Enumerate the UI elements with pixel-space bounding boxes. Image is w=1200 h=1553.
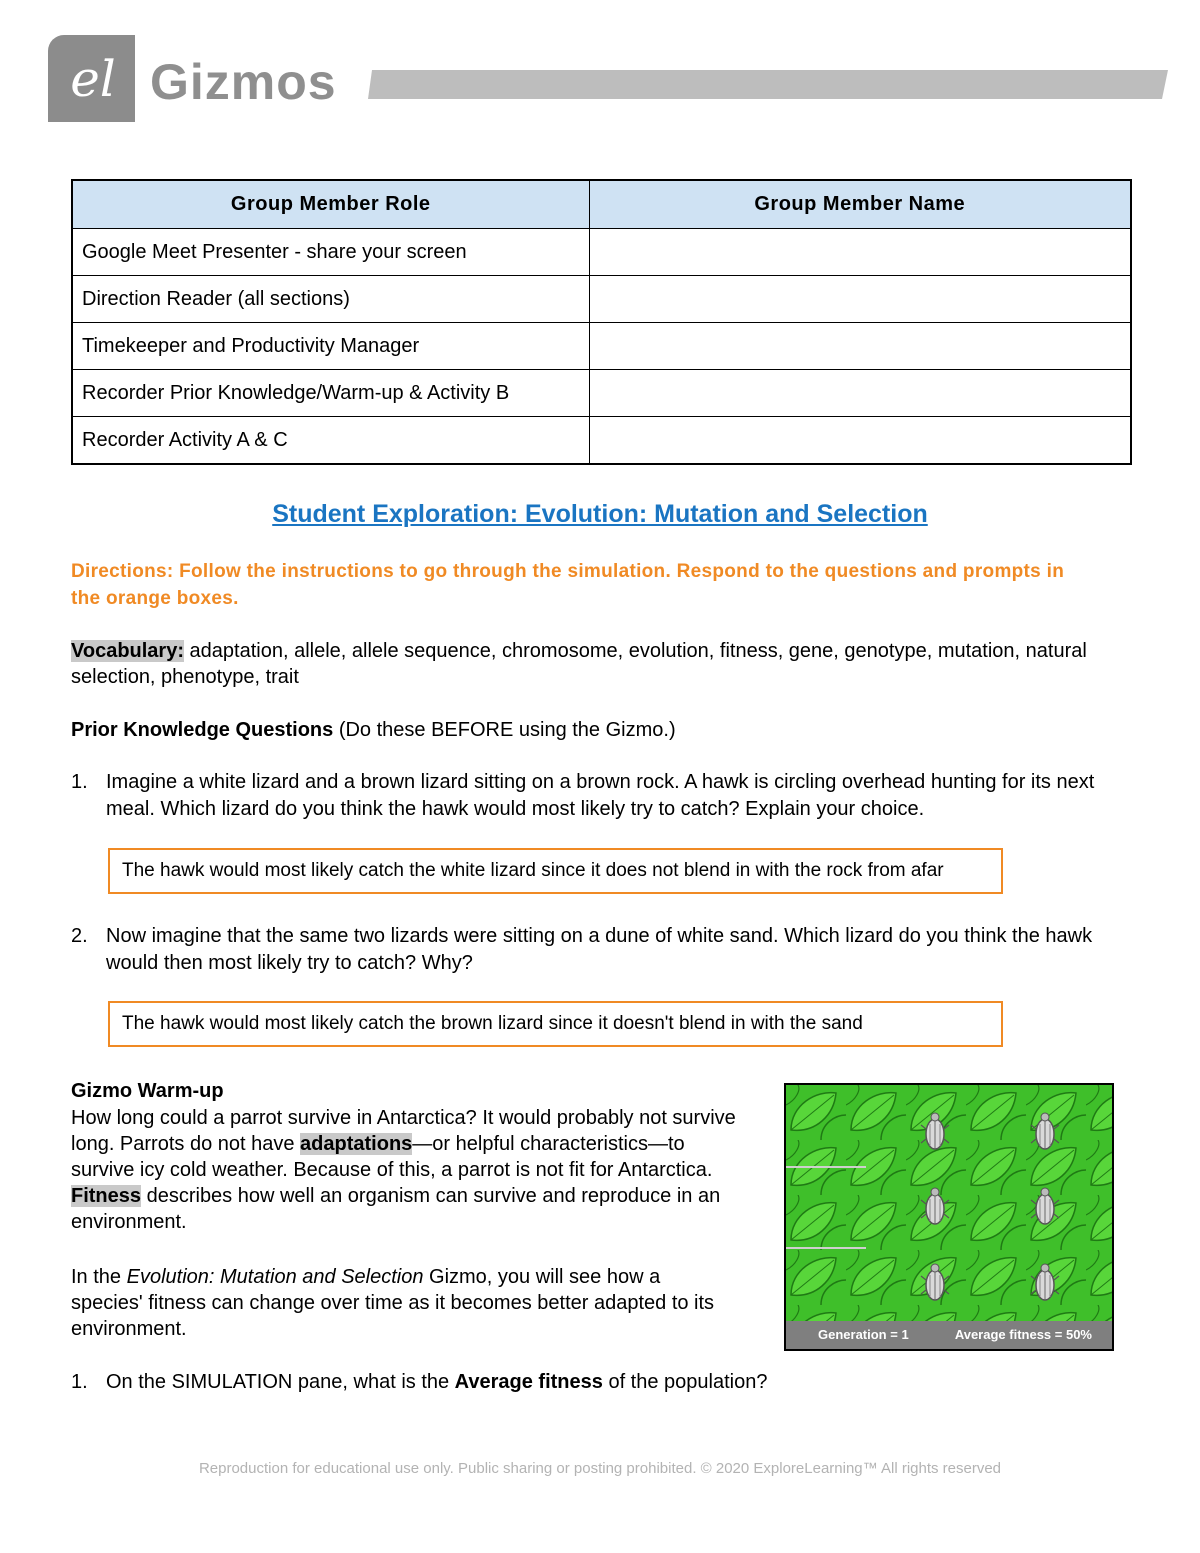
table-row bbox=[72, 370, 1131, 417]
directions-text: Directions: Follow the instructions to go through the simulation. Respond to the questions and prompts in the orange boxes. bbox=[71, 561, 1065, 609]
name-cell[interactable] bbox=[589, 323, 1131, 370]
answer-box[interactable]: The hawk would most likely catch the brown lizard since it doesn't blend in with the sand bbox=[108, 1001, 1003, 1047]
leaf-background bbox=[786, 1085, 1112, 1321]
column-header-role: Group Member Role bbox=[72, 180, 589, 229]
question-text bbox=[106, 1369, 767, 1396]
warmup-heading: Gizmo Warm-up bbox=[71, 1080, 224, 1102]
role-cell: Timekeeper and Productivity Manager bbox=[72, 323, 589, 370]
gizmo-simulation-image bbox=[784, 1083, 1114, 1351]
prior-knowledge-note: (Do these BEFORE using the Gizmo.) bbox=[333, 719, 676, 741]
intro-text: In the bbox=[71, 1266, 127, 1288]
term-average-fitness: Average fitness bbox=[454, 1371, 603, 1393]
warmup-paragraph bbox=[71, 1105, 741, 1235]
table-row bbox=[72, 229, 1131, 276]
header-bar bbox=[368, 70, 1168, 99]
question-number: 2. bbox=[71, 925, 88, 947]
gizmo-intro-paragraph bbox=[71, 1264, 731, 1342]
role-cell: Google Meet Presenter - share your screen bbox=[72, 229, 589, 276]
term-adaptations: adaptations bbox=[300, 1133, 413, 1155]
prior-knowledge-label: Prior Knowledge Questions bbox=[71, 719, 334, 741]
question-number: 1. bbox=[71, 771, 88, 793]
brand-name: Gizmos bbox=[150, 54, 337, 110]
role-cell: Recorder Activity A & C bbox=[72, 417, 589, 465]
question-part: of the population? bbox=[602, 1371, 768, 1393]
warmup-text: How long could a parrot survive in Antarctica? It would probably not survive long. Parrots do not have bbox=[71, 1107, 736, 1155]
table-row bbox=[72, 323, 1131, 370]
average-fitness-readout: Average fitness = 50% bbox=[954, 1327, 1092, 1342]
table-row bbox=[72, 417, 1131, 465]
vocabulary-label: Vocabulary: bbox=[71, 640, 184, 662]
group-roles-table bbox=[71, 179, 1132, 465]
warmup-text: describes how well an organism can survive and reproduce in an environment. bbox=[71, 1185, 721, 1233]
term-fitness: Fitness bbox=[71, 1185, 142, 1207]
answer-box[interactable]: The hawk would most likely catch the white lizard since it does not blend in with the rock from afar bbox=[108, 848, 1003, 894]
question-text: Imagine a white lizard and a brown lizard sitting on a brown rock. A hawk is circling overhead hunting for its next meal. Which lizard do you think the hawk would most likely try to catch? Explain your choice. bbox=[106, 771, 1095, 820]
name-cell[interactable] bbox=[589, 276, 1131, 323]
prior-knowledge-heading bbox=[71, 717, 676, 743]
question-part: On the SIMULATION pane, what is the bbox=[106, 1371, 455, 1393]
question-number: 1. bbox=[71, 1371, 88, 1393]
intro-text: Gizmo, you will see how a species' fitness can change over time as it becomes better adapted to its environment. bbox=[71, 1266, 715, 1340]
generation-readout: Generation = 1 bbox=[818, 1327, 909, 1342]
simulation-status-bar bbox=[786, 1321, 1112, 1349]
page-title: Student Exploration: Evolution: Mutation and Selection bbox=[272, 500, 928, 528]
table-header-row bbox=[72, 180, 1131, 229]
warmup-text: —or helpful characteristics—to survive icy cold weather. Because of this, a parrot is not fit for Antarctica. bbox=[71, 1133, 713, 1181]
gizmo-title: Evolution: Mutation and Selection bbox=[126, 1266, 424, 1288]
name-cell[interactable] bbox=[589, 229, 1131, 276]
vocabulary-terms: adaptation, allele, allele sequence, chromosome, evolution, fitness, gene, genotype, mutation, natural selection, phenotype, trait bbox=[71, 640, 1087, 688]
name-cell[interactable] bbox=[589, 370, 1131, 417]
footer-copyright: Reproduction for educational use only. Public sharing or posting prohibited. © 2020 ExploreLearning™ All rights reserved bbox=[198, 1460, 1002, 1477]
column-header-name: Group Member Name bbox=[589, 180, 1131, 229]
vocabulary-paragraph bbox=[71, 638, 1131, 690]
table-row bbox=[72, 276, 1131, 323]
role-cell: Recorder Prior Knowledge/Warm-up & Activity B bbox=[72, 370, 589, 417]
role-cell: Direction Reader (all sections) bbox=[72, 276, 589, 323]
question-text: Now imagine that the same two lizards were sitting on a dune of white sand. Which lizard do you think the hawk would then most likely try to catch? Why? bbox=[106, 925, 1093, 974]
name-cell[interactable] bbox=[589, 417, 1131, 465]
explorelearning-logo-icon: el bbox=[70, 50, 116, 108]
